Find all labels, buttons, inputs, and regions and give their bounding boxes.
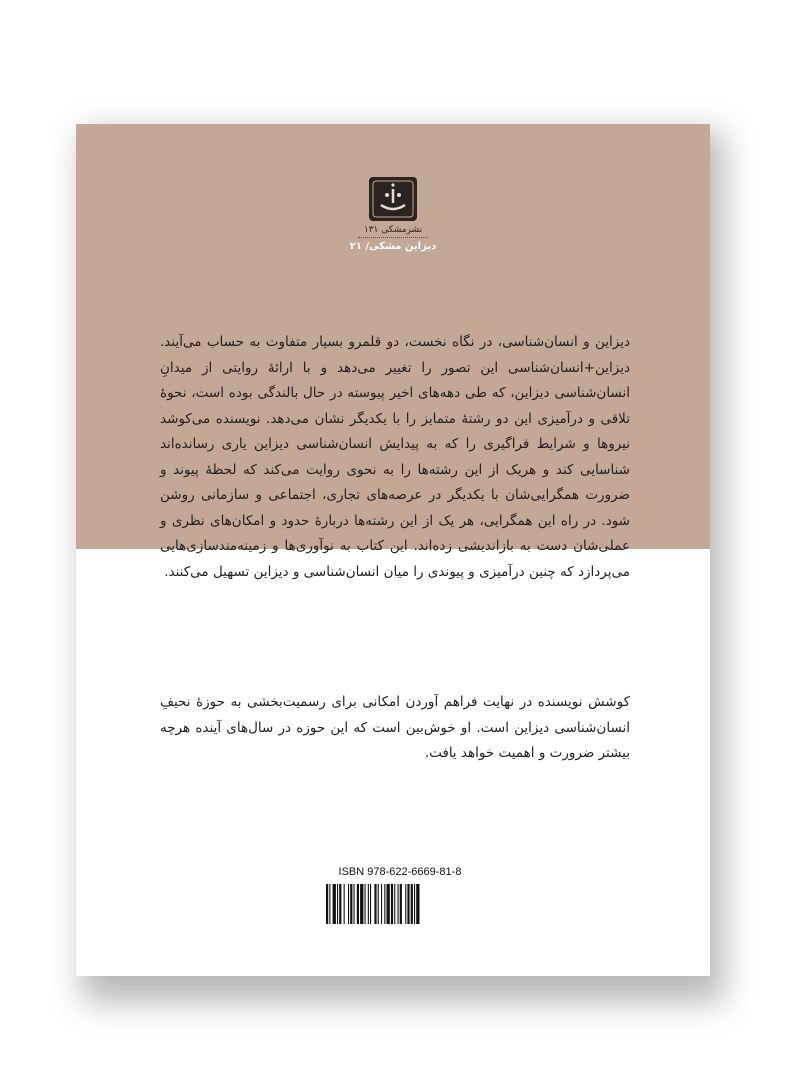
blurb-paragraph-1 (160, 330, 630, 585)
blurb-text-2: کوشش نویسنده در نهایت فراهم آوردن امکانی برای رسمیت‌بخشی به حوزهٔ نحیفِ انسان‌شناسی دیزاین است. او خوش‌بین است که این حوزه در سال‌های آینده هرچه بیشتر ضرورت و اهمیت خواهد یافت. (160, 694, 630, 761)
blurb-text-1: دیزاین و انسان‌شناسی، در نگاه نخست، دو قلمرو بسیار متفاوت به حساب می‌آیند. دیزاین+انسان‌شناسی این تصور را تغییر می‌دهد و با ارائهٔ روایتی از میدانِ انسان‌شناسی دیزاین، که طی دهه‌های اخیر پیوسته در حال بالندگی بوده است، نحوهٔ تلاقی و درآمیزی این دو رشتهٔ متمایز را با یکدیگر نشان می‌دهد. نویسنده می‌کوشد نیروها و شرایط فراگیری را که به پیدایش انسان‌شناسی دیزاین یاری رسانده‌اند شناسایی کند و هریک از این رشته‌ها را به نحوی روایت می‌کند که لحظهٔ پیوند و ضرورت همگرایی‌شان با یکدیگر در عرصه‌های تجاری، اجتماعی و سازمانی روشن شود. در راه این همگرایی، هر یک از این رشته‌ها دربارهٔ حدود و امکان‌های نظری و عملی‌شان دست به بازاندیشی زده‌اند. این کتاب به نوآوری‌ها و زمینه‌مندسازی‌هایی می‌پردازد که چنین درآمیزی و پیوندی را میان انسان‌شناسی و دیزاین تسهیل می‌کنند. (160, 334, 630, 580)
blurb-paragraph-2 (160, 690, 630, 767)
publisher-name: نشرمشکی ۱۳۱ (363, 225, 423, 235)
series-label: دیزاین مشکی/ ۲۱ (349, 241, 437, 252)
publisher-logo-icon (367, 175, 419, 223)
isbn-label: ISBN 978-622-6669-81-8 (338, 866, 462, 878)
book-back-cover (76, 124, 710, 976)
barcode-icon (326, 884, 474, 924)
dotted-divider (358, 237, 428, 238)
